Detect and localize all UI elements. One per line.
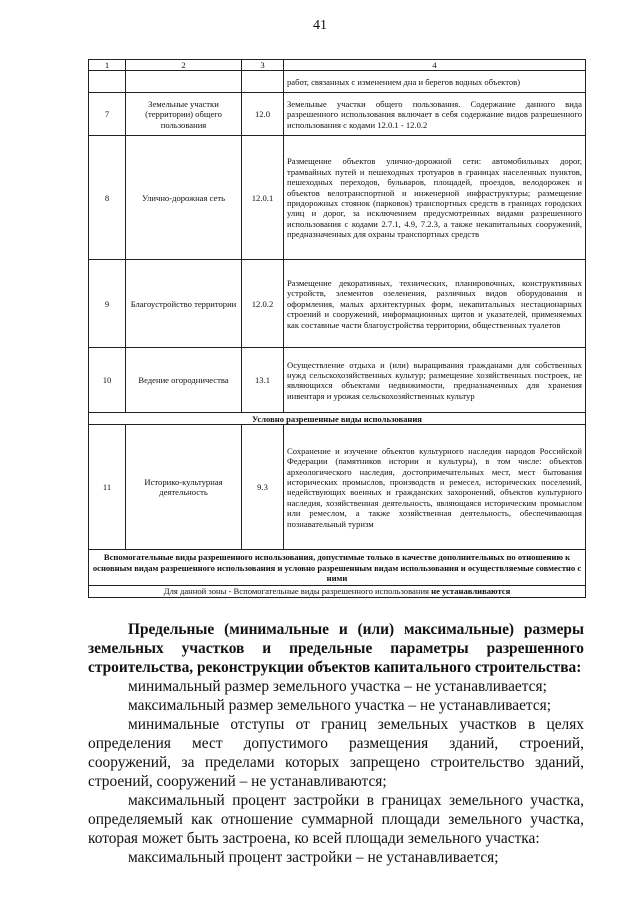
use-description: Осуществление отдыха и (или) выращивания гражданами для собственных нужд сельскохозяйственных культур; размещение хозяйственных построек, не являющихся объектами недвижимости, предназначенных для хранения инвентаря и урожая сельскохозяйственных культур — [284, 348, 586, 413]
aux-note-row — [89, 586, 586, 597]
use-name: Земельные участки (территории) общего пользования — [126, 93, 242, 136]
land-use-table — [88, 59, 586, 598]
paragraph-max-size: максимальный размер земельного участка – не устанавливается; — [128, 697, 552, 714]
paragraph-setbacks: минимальные отступы от границ земельных участков в целях определения мест допустимого размещения зданий, строений, сооружений, за пределами которых запрещено строительство зданий, строений, сооружений – не устанавливаются; — [88, 716, 584, 790]
row-number: 9 — [89, 260, 126, 348]
aux-note-prefix: Для данной зоны - Вспомогательные виды разрешенного использования — [163, 586, 432, 597]
table-row — [89, 348, 586, 413]
col-header-2: 2 — [126, 60, 242, 71]
table-row-continuation — [89, 71, 586, 93]
paragraph-max-coverage: максимальный процент застройки – не устанавливается; — [128, 849, 499, 866]
col-header-1: 1 — [89, 60, 126, 71]
table-row — [89, 260, 586, 348]
paragraph-min-size: минимальный размер земельного участка – не устанавливается; — [128, 678, 547, 695]
table-row — [89, 93, 586, 136]
row-number: 8 — [89, 136, 126, 260]
aux-note-bold: не устанавливаются — [431, 586, 511, 597]
row-number: 10 — [89, 348, 126, 413]
use-code: 9.3 — [242, 425, 284, 550]
paragraph-coverage-definition: максимальный процент застройки в границах земельного участка, определяемый как отношение суммарной площади земельного участка, которая может быть застроена, ко всей площади земельного участка: — [88, 792, 584, 847]
use-name: Историко-культурная деятельность — [126, 425, 242, 550]
use-description: Сохранение и изучение объектов культурного наследия народов Российской Федерации (памятников истории и культуры), в том числе: объектов археологического наследия, достопримечательных мест, мест бытования исторических промыслов, производств и ремесел, исторических поселений, недействующих военных и гражданских захоронений, объектов культурного наследия, хозяйственная деятельность, являющаяся историческим промыслом или ремеслом, а также хозяйственная деятельность, обеспечивающая познавательный туризм — [284, 425, 586, 550]
table-header-row — [89, 60, 586, 71]
row-number: 7 — [89, 93, 126, 136]
row-number: 11 — [89, 425, 126, 550]
use-code: 13.1 — [242, 348, 284, 413]
aux-note — [89, 586, 586, 597]
parameters-text — [88, 620, 584, 867]
table-row — [89, 136, 586, 260]
use-name: Благоустройство территории — [126, 260, 242, 348]
section-conditional-heading: Условно разрешенные виды использования — [89, 413, 586, 425]
aux-heading-row — [89, 550, 586, 586]
page-number: 41 — [313, 18, 327, 33]
continuation-text: работ, связанных с изменением дна и берегов водных объектов) — [284, 71, 586, 93]
section-heading-row — [89, 413, 586, 425]
table-row — [89, 425, 586, 550]
use-description: Земельные участки общего пользования. Содержание данного вида разрешенного использования включает в себя содержание видов разрешенного использования с кодами 12.0.1 - 12.0.2 — [284, 93, 586, 136]
aux-heading: Вспомогательные виды разрешенного использования, допустимые только в качестве дополнительных по отношению к основным видам разрешенного использования и условно разрешенным видам использования и осуществляемые совместно с ними — [89, 550, 586, 586]
use-name: Улично-дорожная сеть — [126, 136, 242, 260]
use-name: Ведение огородничества — [126, 348, 242, 413]
col-header-3: 3 — [242, 60, 284, 71]
use-description: Размещение объектов улично-дорожной сети: автомобильных дорог, трамвайных путей и пешеходных тротуаров в границах населенных пунктов, пешеходных переходов, бульваров, площадей, проездов, велодорожек и объектов велотранспортной и инженерной инфраструктуры; размещение придорожных стоянок (парковок) транспортных средств в границах городских улиц и дорог, за исключением предусмотренных видами разрешенного использования с кодами 2.7.1, 4.9, 7.2.3, а также некапитальных сооружений, предназначенных для охраны транспортных средств — [284, 136, 586, 260]
use-description: Размещение декоративных, технических, планировочных, конструктивных устройств, элементов озеленения, различных видов оборудования и оформления, малых архитектурных форм, некапитальных нестационарных строений и сооружений, информационных щитов и указателей, применяемых как составные части благоустройства территории, общественных туалетов — [284, 260, 586, 348]
parameters-heading: Предельные (минимальные и (или) максимальные) размеры земельных участков и предельные параметры разрешенного строительства, реконструкции объектов капитального строительства: — [88, 621, 584, 676]
use-code: 12.0 — [242, 93, 284, 136]
use-code: 12.0.1 — [242, 136, 284, 260]
use-code: 12.0.2 — [242, 260, 284, 348]
col-header-4: 4 — [284, 60, 586, 71]
